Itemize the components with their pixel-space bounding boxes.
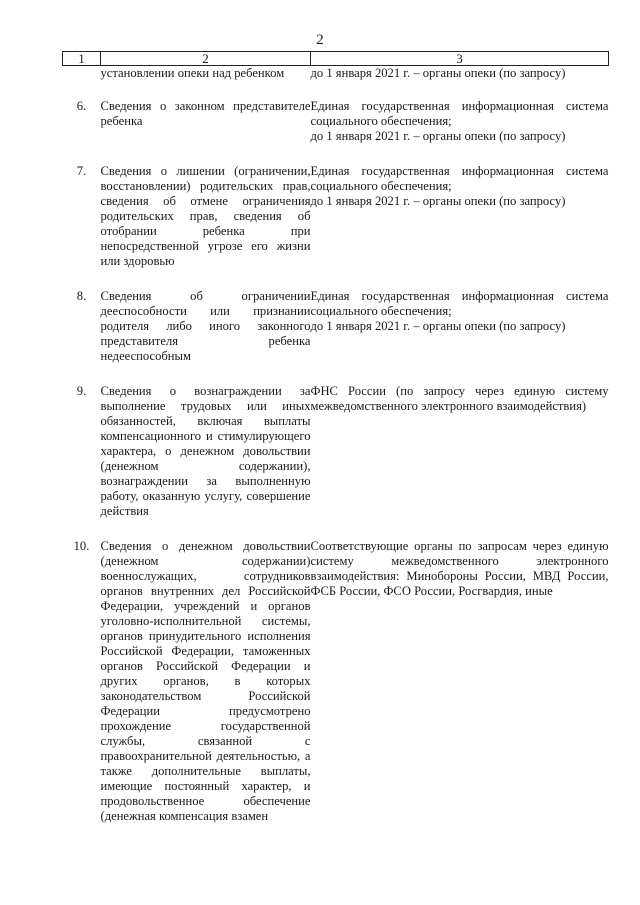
row-source	[311, 81, 609, 144]
row-number: 6.	[76, 99, 87, 113]
source-line: Соответствующие органы по запросам через единую систему межведомственного электронного взаимодействия: Минобороны России, МВД России, ФСБ России, ФСО России, Росгвардия, иные	[310, 539, 609, 598]
row-number: 9.	[76, 384, 87, 398]
row-number: 8.	[76, 289, 87, 303]
source-line: до 1 января 2021 г. – органы опеки (по запросу)	[310, 319, 566, 333]
row-source	[311, 144, 609, 269]
column-header-number: 1	[63, 52, 101, 66]
source-line: до 1 января 2021 г. – органы опеки (по запросу)	[310, 194, 566, 208]
row-source	[311, 519, 609, 824]
column-header-source: 3	[311, 52, 609, 66]
table-row	[63, 144, 609, 269]
table-row	[63, 519, 609, 824]
table-row	[63, 364, 609, 519]
table-row	[63, 81, 609, 144]
row-name: Сведения о денежном довольствии (денежном содержании) военнослужащих, сотрудников органов внутренних дел Российской Федерации, учреждений и органов уголовно-исполнительной системы, органов принудительного исполнения Российской Федерации, таможенных органов Российской Федерации и других органов, в которых законодательством Российской Федерации предусмотрено прохождение государственной службы, связанной с правоохранительной деятельностью, а также дополнительные выплаты, имеющие постоянный характер, и продовольственное обеспечение (денежная компенсация взамен	[100, 539, 311, 823]
row-name: Сведения о законном представителе ребенка	[100, 99, 311, 128]
row-number	[63, 66, 101, 82]
table-header-row	[63, 52, 609, 66]
column-header-name: 2	[101, 52, 311, 66]
source-line: Единая государственная информационная система социального обеспечения;	[310, 99, 609, 128]
row-name: Сведения об ограничении дееспособности или признании родителя либо иного законного представителя ребенка недееспособным	[100, 289, 311, 363]
table-row	[63, 269, 609, 364]
row-name: Сведения о лишении (ограничении, восстановлении) родительских прав, сведения об отмене ограничения родительских прав, сведения об отобрании ребенка при непосредственной угрозе его жизни или здоровью	[100, 164, 311, 268]
source-line: Единая государственная информационная система социального обеспечения;	[310, 289, 609, 318]
table-row-continuation	[63, 66, 609, 82]
row-number: 7.	[76, 164, 87, 178]
source-line: Единая государственная информационная система социального обеспечения;	[310, 164, 609, 193]
row-number: 10.	[73, 539, 90, 553]
page-number: 2	[316, 32, 324, 48]
row-source	[311, 269, 609, 364]
row-source	[311, 364, 609, 519]
row-source: до 1 января 2021 г. – органы опеки (по запросу)	[310, 66, 566, 80]
row-name: установлении опеки над ребенком	[100, 66, 285, 80]
row-name: Сведения о вознаграждении за выполнение трудовых или иных обязанностей, включая выплаты компенсационного и стимулирующего характера, о денежном довольствии (денежном содержании), вознаграждении за выполненную работу, оказанную услугу, совершение действия	[100, 384, 311, 518]
data-sources-table	[62, 51, 609, 824]
source-line: до 1 января 2021 г. – органы опеки (по запросу)	[310, 129, 566, 143]
source-line: ФНС России (по запросу через единую систему межведомственного электронного взаимодействия)	[310, 384, 609, 413]
